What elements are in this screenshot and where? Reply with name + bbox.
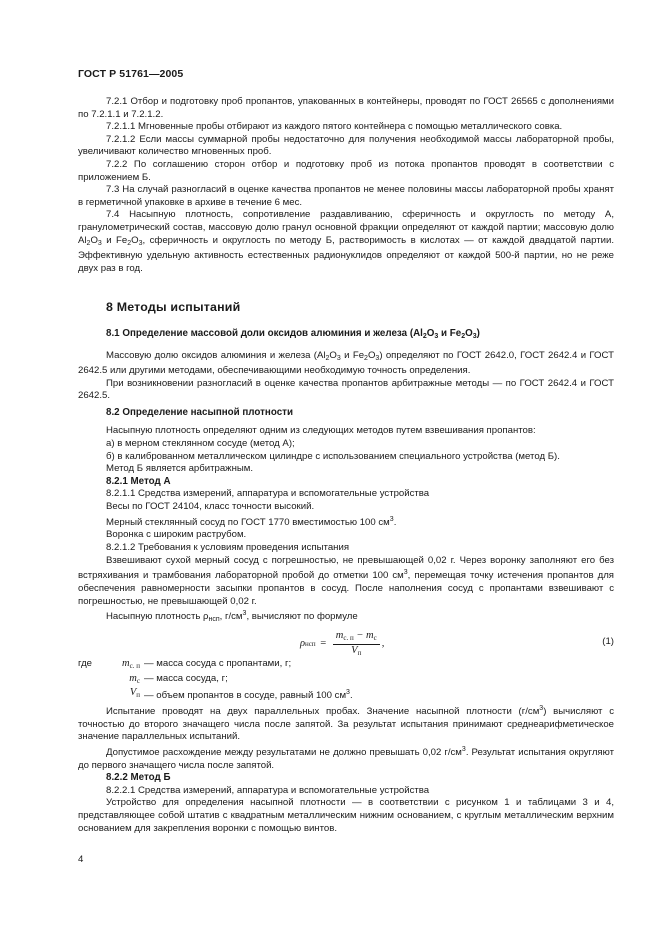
paragraph-8-2-1-2: 8.2.1.2 Требования к условиям проведения испытания — [106, 542, 350, 553]
paragraph-7-2-1-1: 7.2.1.1 Мгновенные пробы отбирают из каждого пятого контейнера с помощью металлического совка. — [106, 121, 563, 133]
paragraph-7-2-1: 7.2.1 Отбор и подготовку проб пропантов, упакованных в контейнеры, проводят по ГОСТ 26565 с дополнениями по 7.2.1.1 и 7.2.1.2. — [78, 96, 614, 120]
document-body — [78, 96, 614, 835]
paragraph-device: Устройство для определения насыпной плотности — в соответствии с рисунком 1 и таблицами 3 и 4, представляющее собой штатив с квадратным металлическим нижним основанием, с круглым металлическим верхним основанием для закрепления воронки с помощью винтов. — [78, 797, 614, 834]
paragraph-scales: Весы по ГОСТ 24104, класс точности высокий. — [106, 501, 315, 513]
paragraph-funnel: Воронка с широким раструбом. — [106, 529, 247, 541]
document-header: ГОСТ Р 51761—2005 — [78, 68, 184, 80]
section-8-heading: 8 Методы испытаний — [106, 300, 241, 315]
paragraph-tolerance: Допустимое расхождение между результатами не должно превышать 0,02 $г/см^3$. Результат испытания округляют до первого значащего числа после запятой. — [78, 745, 615, 771]
where-row: $V_п$ — объем пропантов в сосуде, равный 100 $см^3$. — [129, 687, 353, 702]
paragraph-8-2-line-4: Метод Б является арбитражным. — [106, 463, 254, 475]
paragraph-8-2-line-2: а) в мерном стеклянном сосуде (метод А); — [106, 438, 295, 450]
where-row: где $m_{с. п}$ — масса сосуда с пропантами, г; — [78, 657, 292, 670]
paragraph-parallel-tests: Испытание проводят на двух параллельных пробах. Значение насыпной плотности $(г/см^3)$ вычисляют с точностью до второго значащего числа после запятой. За результат испытания принимают среднеарифметическое значение параллельных испытаний. — [78, 704, 614, 743]
paragraph-8-2-1-1: 8.2.1.1 Средства измерений, аппаратура и вспомогательные устройства — [106, 488, 430, 500]
paragraph-7-2-1-2: 7.2.1.2 Если массы суммарной пробы недостаточно для получения необходимой массы лабораторной пробы, увеличивают количество мгновенных проб. — [78, 133, 614, 158]
paragraph-density-formula-intro: Насыпную плотность $\rho_{нсп}$, $г/см^3$, вычисляют по формуле — [106, 610, 358, 624]
formula-1 — [78, 630, 614, 656]
section-8-2-heading: 8.2 Определение насыпной плотности — [106, 406, 293, 418]
section-8-2-2-heading: 8.2.2 Метод Б — [106, 772, 171, 784]
page-number: 4 — [78, 854, 84, 865]
section-8-2-1-heading: 8.2.1 Метод А — [106, 475, 171, 487]
paragraph-7-2-2: 7.2.2 По соглашению сторон отбор и подготовку проб из потока пропантов проводят в соответствии с приложением Б. — [78, 158, 614, 183]
formula-expression: ρ нсп = $\frac{m_{с. п} - m_с}{V_п}$ , — [300, 629, 385, 657]
where-row: $m_с$ — масса сосуда, г; — [129, 672, 228, 685]
paragraph-weighing: Взвешивают сухой мерный сосуд с погрешностью, не превышающей 0,02 г. Через воронку заполняют его без встряхивания и трамбования лабораторной пробой до отметки 100 $см^3$, перемещая точку истечения пропантов для обеспечения равномерности засыпки пропантов в сосуд. После наполнения сосуд с пропантами взвешивают с погрешностью, не превышающей 0,02 г. — [78, 554, 614, 607]
section-8-1-heading: 8.1 Определение массовой доли оксидов алюминия и железа ($Al_2O_3$ и $Fe_2O_3$) — [106, 327, 480, 340]
paragraph-8-2-line-1: Насыпную плотность определяют одним из следующих методов путем взвешивания пропантов: — [106, 425, 536, 437]
paragraph-8-1-a: Массовую долю оксидов алюминия и железа ($Al_2O_3$ и $Fe_2O_3$) определяют по ГОСТ 2642.0, ГОСТ 2642.4 и ГОСТ 2642.5 или другими методами, обеспечивающими необходимую точность определения. — [78, 349, 614, 377]
paragraph-vessel: Мерный стеклянный сосуд по ГОСТ 1770 вместимостью 100 $см^3$. — [106, 515, 397, 528]
formula-number: (1) — [602, 635, 614, 647]
paragraph-7-4: 7.4 Насыпную плотность, сопротивление раздавливанию, сферичность и округлость по методу А, гранулометрический состав, массовую долю гранул основной фракции определяют от каждой партии; массовую долю $Al_2O_3$ и $Fe_2O_3$, сферичность и округлость по методу Б, растворимость в кислотах — от каждой двадцатой партии. Эффективную удельную активность естественных радионуклидов определяют от каждой 500-й партии, но не реже двух раз в год. — [78, 209, 614, 274]
paragraph-7-3: 7.3 На случай разногласий в оценке качества пропантов не менее половины массы лабораторной пробы хранят в герметичной упаковке в архиве в течение 6 мес. — [78, 184, 614, 208]
paragraph-8-2-line-3: б) в калиброванном металлическом цилиндре с использованием специального устройства (метод Б). — [106, 450, 560, 462]
paragraph-8-2-2-1: 8.2.2.1 Средства измерений, аппаратура и вспомогательные устройства — [106, 784, 430, 796]
formula-fraction: $\frac{m_{с. п} - m_с}{V_п}$ — [333, 630, 380, 659]
paragraph-8-1-b: При возникновении разногласий в оценке качества пропантов арбитражные методы — по ГОСТ 2642.4 и ГОСТ 2642.5. — [78, 377, 614, 402]
